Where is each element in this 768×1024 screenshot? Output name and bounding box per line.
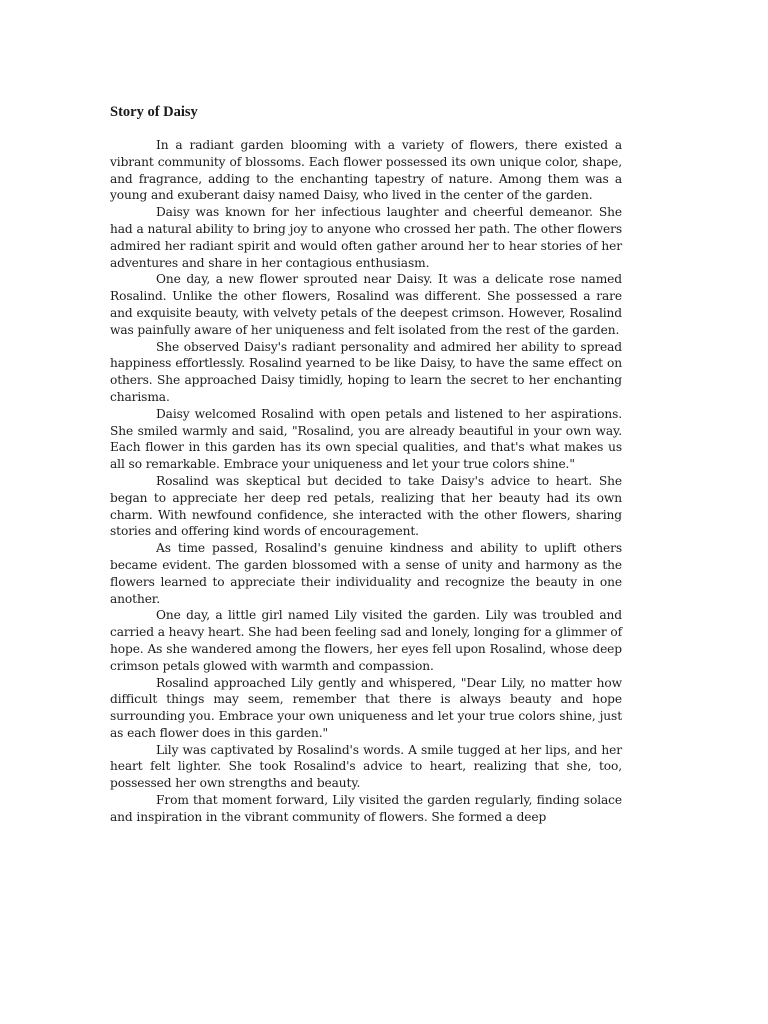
paragraph: One day, a little girl named Lily visited the garden. Lily was troubled and carried a heavy heart. She had been feeling sad and lonely, longing for a glimmer of hope. As she wandered among the flowers, her eyes fell upon Rosalind, whose deep crimson petals glowed with warmth and compassion. — [110, 608, 622, 673]
paragraph: One day, a new flower sprouted near Daisy. It was a delicate rose named Rosalind. Unlike the other flowers, Rosalind was different. She possessed a rare and exquisite beauty, with velvety petals of the deepest crimson. However, Rosalind was painfully aware of her uniqueness and felt isolated from the rest of the garden. — [110, 272, 622, 337]
paragraph: Lily was captivated by Rosalind's words. A smile tugged at her lips, and her heart felt lighter. She took Rosalind's advice to heart, realizing that she, too, possessed her own strengths and beauty. — [110, 742, 622, 791]
paragraph: Rosalind was skeptical but decided to take Daisy's advice to heart. She began to appreciate her deep red petals, realizing that her beauty had its own charm. With newfound confidence, she interacted with the other flowers, sharing stories and offering kind words of encouragement. — [110, 473, 622, 539]
document-body — [110, 104, 622, 826]
paragraph: Rosalind approached Lily gently and whispered, "Dear Lily, no matter how difficult things may seem, remember that there is always beauty and hope surrounding you. Embrace your own uniqueness and let your true colors shine, just as each flower does in this garden." — [110, 675, 622, 740]
paragraph: Daisy was known for her infectious laughter and cheerful demeanor. She had a natural ability to bring joy to anyone who crossed her path. The other flowers admired her radiant spirit and would often gather around her to hear stories of her adventures and share in her contagious enthusiasm. — [110, 205, 622, 270]
page-title: Story of Daisy — [110, 104, 198, 120]
paragraph: She observed Daisy's radiant personality and admired her ability to spread happiness effortlessly. Rosalind yearned to be like Daisy, to have the same effect on others. She approached Daisy timidly, hoping to learn the secret to her enchanting charisma. — [110, 339, 622, 404]
paragraph: In a radiant garden blooming with a variety of flowers, there existed a vibrant community of blossoms. Each flower possessed its own unique color, shape, and fragrance, adding to the enchanting tapestry of nature. Among them was a young and exuberant daisy named Daisy, who lived in the center of the garden. — [110, 138, 622, 203]
paragraph: Daisy welcomed Rosalind with open petals and listened to her aspirations. She smiled warmly and said, "Rosalind, you are already beautiful in your own way. Each flower in this garden has its own special qualities, and that's what makes us all so remarkable. Embrace your uniqueness and let your true colors shine." — [110, 406, 622, 472]
paragraph: From that moment forward, Lily visited the garden regularly, finding solace and inspiration in the vibrant community of flowers. She formed a deep — [110, 793, 622, 824]
paragraph: As time passed, Rosalind's genuine kindness and ability to uplift others became evident. The garden blossomed with a sense of unity and harmony as the flowers learned to appreciate their individuality and recognize the beauty in one another. — [110, 541, 622, 606]
